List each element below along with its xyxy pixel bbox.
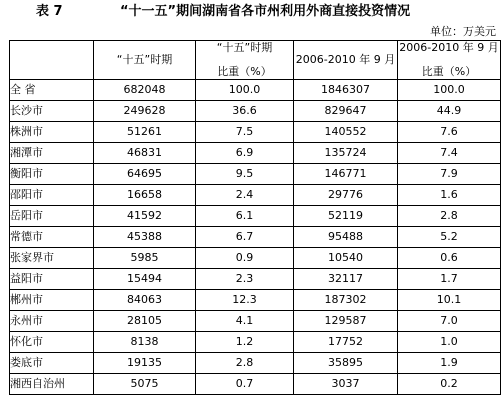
title-row (0, 2, 502, 22)
region-cell: 娄底市 (10, 353, 94, 374)
period-2006-2010-cell: 95488 (294, 227, 398, 248)
table-title: “十一五”期间湖南省各市州利用外商直接投资情况 (120, 4, 411, 19)
region-cell: 岳阳市 (10, 206, 94, 227)
tenth-share-cell: 4.1 (196, 311, 294, 332)
period-share-cell: 7.6 (398, 122, 501, 143)
header-2006-2010-share (398, 41, 501, 80)
period-2006-2010-cell: 29776 (294, 185, 398, 206)
period-2006-2010-cell: 35895 (294, 353, 398, 374)
table-body (10, 80, 501, 395)
region-cell: 常德市 (10, 227, 94, 248)
tenth-fyp-cell: 19135 (94, 353, 196, 374)
tenth-fyp-cell: 16658 (94, 185, 196, 206)
table-row (10, 101, 501, 122)
period-share-cell: 1.7 (398, 269, 501, 290)
table-row (10, 185, 501, 206)
table-row (10, 143, 501, 164)
tenth-fyp-cell: 5985 (94, 248, 196, 269)
period-2006-2010-cell: 135724 (294, 143, 398, 164)
period-2006-2010-cell: 32117 (294, 269, 398, 290)
period-share-cell: 0.2 (398, 374, 501, 395)
tenth-fyp-cell: 84063 (94, 290, 196, 311)
tenth-share-cell: 0.7 (196, 374, 294, 395)
period-share-cell: 7.4 (398, 143, 501, 164)
tenth-share-cell: 36.6 (196, 101, 294, 122)
region-cell: 郴州市 (10, 290, 94, 311)
tenth-share-cell: 100.0 (196, 80, 294, 101)
region-cell: 湘潭市 (10, 143, 94, 164)
header-tenth-share (196, 41, 294, 80)
tenth-share-cell: 7.5 (196, 122, 294, 143)
header-tenth-share-line2: 比重（%） (217, 65, 272, 78)
tenth-fyp-cell: 682048 (94, 80, 196, 101)
period-share-cell: 100.0 (398, 80, 501, 101)
period-share-cell: 2.8 (398, 206, 501, 227)
period-2006-2010-cell: 187302 (294, 290, 398, 311)
tenth-share-cell: 12.3 (196, 290, 294, 311)
region-cell: 怀化市 (10, 332, 94, 353)
tenth-fyp-cell: 28105 (94, 311, 196, 332)
table-row (10, 332, 501, 353)
region-cell: 衡阳市 (10, 164, 94, 185)
region-cell: 长沙市 (10, 101, 94, 122)
period-share-cell: 1.9 (398, 353, 501, 374)
region-cell: 张家界市 (10, 248, 94, 269)
tenth-share-cell: 1.2 (196, 332, 294, 353)
table-row (10, 374, 501, 395)
table-row (10, 269, 501, 290)
period-2006-2010-cell: 3037 (294, 374, 398, 395)
period-2006-2010-cell: 52119 (294, 206, 398, 227)
header-2006-2010-share-line1: 2006-2010 年 9 月 (399, 41, 499, 54)
tenth-fyp-cell: 5075 (94, 374, 196, 395)
region-cell: 益阳市 (10, 269, 94, 290)
header-row (10, 41, 501, 80)
tenth-fyp-cell: 8138 (94, 332, 196, 353)
table-row (10, 353, 501, 374)
period-2006-2010-cell: 829647 (294, 101, 398, 122)
header-tenth-fyp: “十五”时期 (94, 41, 196, 80)
period-2006-2010-cell: 146771 (294, 164, 398, 185)
region-cell: 全 省 (10, 80, 94, 101)
period-2006-2010-cell: 140552 (294, 122, 398, 143)
period-share-cell: 10.1 (398, 290, 501, 311)
tenth-fyp-cell: 46831 (94, 143, 196, 164)
tenth-share-cell: 2.3 (196, 269, 294, 290)
tenth-fyp-cell: 51261 (94, 122, 196, 143)
tenth-share-cell: 2.4 (196, 185, 294, 206)
period-share-cell: 44.9 (398, 101, 501, 122)
table-row (10, 311, 501, 332)
header-2006-2010: 2006-2010 年 9 月 (294, 41, 398, 80)
tenth-share-cell: 9.5 (196, 164, 294, 185)
table-row (10, 290, 501, 311)
table-row (10, 206, 501, 227)
table-row (10, 122, 501, 143)
table-row (10, 227, 501, 248)
region-cell: 邵阳市 (10, 185, 94, 206)
unit-label: 单位：万美元 (430, 25, 496, 38)
header-tenth-share-line1: “十五”时期 (216, 41, 273, 54)
period-share-cell: 7.0 (398, 311, 501, 332)
period-share-cell: 1.0 (398, 332, 501, 353)
table-number: 表 7 (36, 4, 63, 19)
tenth-share-cell: 6.1 (196, 206, 294, 227)
period-share-cell: 1.6 (398, 185, 501, 206)
tenth-fyp-cell: 15494 (94, 269, 196, 290)
period-share-cell: 5.2 (398, 227, 501, 248)
tenth-fyp-cell: 45388 (94, 227, 196, 248)
period-share-cell: 0.6 (398, 248, 501, 269)
table-row (10, 80, 501, 101)
tenth-fyp-cell: 64695 (94, 164, 196, 185)
tenth-fyp-cell: 41592 (94, 206, 196, 227)
tenth-share-cell: 6.9 (196, 143, 294, 164)
region-cell: 湘西自治州 (10, 374, 94, 395)
tenth-share-cell: 0.9 (196, 248, 294, 269)
table-row (10, 164, 501, 185)
period-2006-2010-cell: 17752 (294, 332, 398, 353)
tenth-share-cell: 6.7 (196, 227, 294, 248)
header-region (10, 41, 94, 80)
region-cell: 株洲市 (10, 122, 94, 143)
period-2006-2010-cell: 1846307 (294, 80, 398, 101)
header-2006-2010-share-line2: 比重（%） (421, 65, 477, 78)
period-2006-2010-cell: 129587 (294, 311, 398, 332)
fdi-table (9, 40, 501, 395)
region-cell: 永州市 (10, 311, 94, 332)
tenth-fyp-cell: 249628 (94, 101, 196, 122)
table-row (10, 248, 501, 269)
tenth-share-cell: 2.8 (196, 353, 294, 374)
period-2006-2010-cell: 10540 (294, 248, 398, 269)
period-share-cell: 7.9 (398, 164, 501, 185)
